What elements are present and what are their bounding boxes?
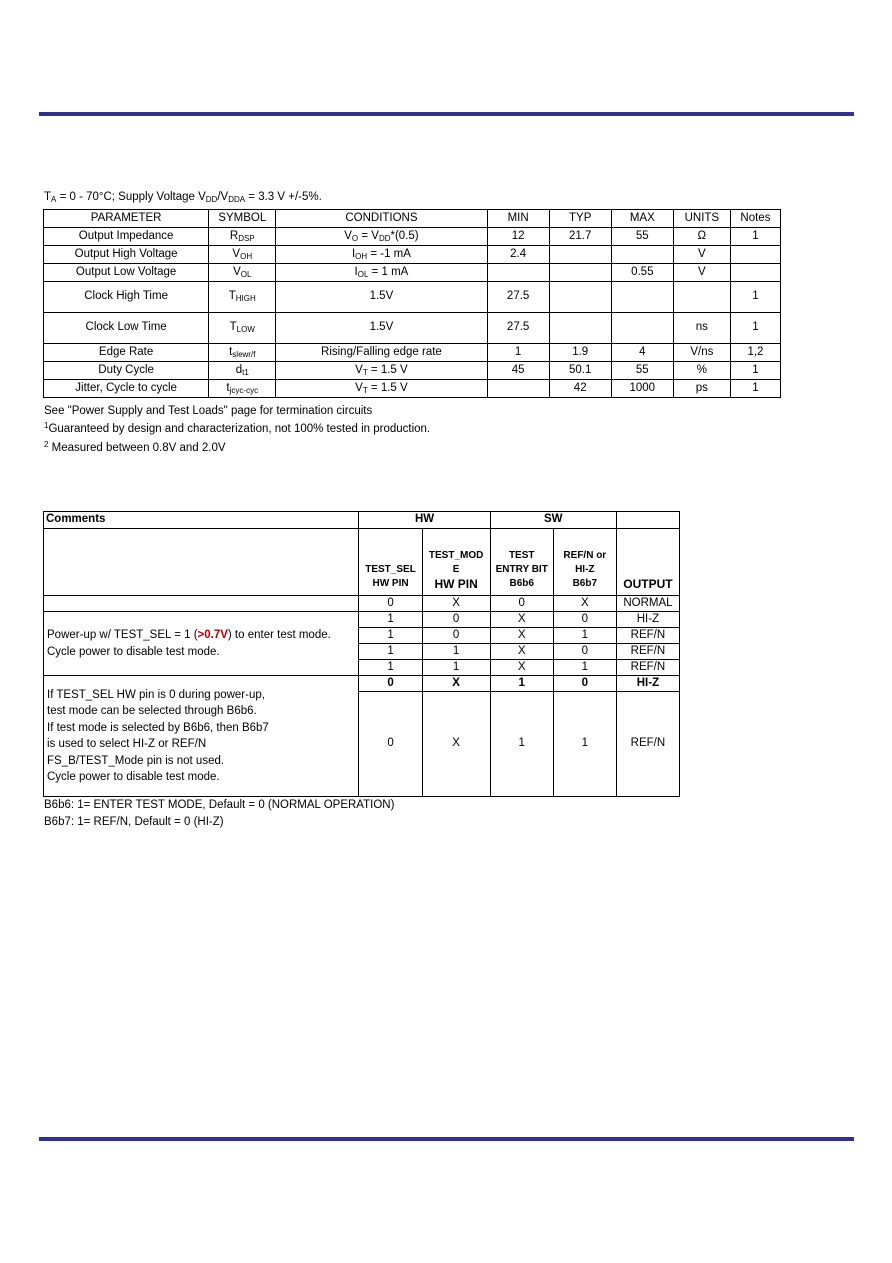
refn-hiz-header: REF/N or HI-Z B6b7	[553, 529, 616, 596]
cell: $V_T = 1.5$ V	[276, 380, 487, 398]
table-row	[44, 362, 781, 380]
spec-header-row	[44, 210, 781, 228]
cell: $V_T = 1.5$ V	[276, 362, 487, 380]
cell: V/ns	[673, 344, 730, 362]
cell: 0	[490, 596, 553, 612]
cell: HI-Z	[616, 676, 679, 692]
cell: X	[422, 692, 490, 797]
cell: X	[490, 660, 553, 676]
cell: 2.4	[487, 246, 549, 264]
cell: 1.9	[549, 344, 611, 362]
table-row	[44, 344, 781, 362]
table-row	[44, 612, 680, 628]
cell: 50.1	[549, 362, 611, 380]
cell: X	[490, 612, 553, 628]
cell: V	[673, 246, 730, 264]
cell: 0	[359, 692, 422, 797]
cell: 1	[730, 380, 780, 398]
electrical-characteristics-table	[43, 209, 781, 398]
cell: REF/N	[616, 692, 679, 797]
table-row	[44, 282, 781, 313]
cell: 1.5V	[276, 313, 487, 344]
cell	[549, 313, 611, 344]
column-header: SYMBOL	[209, 210, 276, 228]
note-2: $^2$ Measured between 0.8V and 2.0V	[44, 440, 226, 454]
cell: 55	[611, 228, 673, 246]
cell: 1	[730, 362, 780, 380]
hw-header: HW	[359, 512, 490, 529]
output-header: OUTPUT	[616, 529, 679, 596]
test-table-subheader-row	[44, 529, 680, 596]
cell: 0.55	[611, 264, 673, 282]
cell: 12	[487, 228, 549, 246]
cell	[673, 282, 730, 313]
cell: 1	[359, 660, 422, 676]
cell	[730, 246, 780, 264]
cell	[611, 282, 673, 313]
cell: 1	[490, 692, 553, 797]
table-row	[44, 596, 680, 612]
cell	[549, 282, 611, 313]
cell: Ω	[673, 228, 730, 246]
cell: 1	[422, 644, 490, 660]
comment-power-up: Power-up w/ TEST_SEL = 1 (>0.7V) to enter test mode. Cycle power to disable test mode.	[44, 612, 359, 676]
cell	[611, 313, 673, 344]
cell: 0	[553, 644, 616, 660]
cell: 1.5V	[276, 282, 487, 313]
header-rule	[39, 112, 854, 116]
cell: 0	[422, 628, 490, 644]
cell: 4	[611, 344, 673, 362]
cell	[549, 264, 611, 282]
comments-header: Comments	[44, 512, 359, 529]
column-header: CONDITIONS	[276, 210, 487, 228]
cell	[487, 380, 549, 398]
cell: 0	[553, 676, 616, 692]
cell: Clock High Time	[44, 282, 209, 313]
cell: $V_O = V_{DD}*(0.5)$	[276, 228, 487, 246]
cell	[730, 264, 780, 282]
cell: $I_{OH} = -1$ mA	[276, 246, 487, 264]
cell: 1	[422, 660, 490, 676]
column-header: Notes	[730, 210, 780, 228]
operating-conditions: $T_A = 0 - 70^\circ C$; Supply Voltage $V_{DD}/V_{DDA} = 3.3$ V +/-5%.	[44, 191, 322, 204]
test-sel-header: TEST_SEL HW PIN	[359, 529, 422, 596]
cell: 1	[359, 644, 422, 660]
cell: X	[490, 644, 553, 660]
cell: X	[490, 628, 553, 644]
cell: NORMAL	[616, 596, 679, 612]
column-header: TYP	[549, 210, 611, 228]
cell: 1000	[611, 380, 673, 398]
cell: X	[553, 596, 616, 612]
cell: Edge Rate	[44, 344, 209, 362]
cell: 1	[730, 228, 780, 246]
cell: 45	[487, 362, 549, 380]
cell: 1	[359, 612, 422, 628]
cell: $V_{OH}$	[209, 246, 276, 264]
cell: %	[673, 362, 730, 380]
cell: Output Impedance	[44, 228, 209, 246]
note-1: $^1$Guaranteed by design and characterization, not 100% tested in production.	[44, 421, 431, 435]
output-header-blank	[616, 512, 679, 529]
cell: 55	[611, 362, 673, 380]
cell: 42	[549, 380, 611, 398]
column-header: UNITS	[673, 210, 730, 228]
cell: $t_{jcyc-cyc}$	[209, 380, 276, 398]
cell: Output Low Voltage	[44, 264, 209, 282]
cell: Rising/Falling edge rate	[276, 344, 487, 362]
cell: $t_{slewr/f}$	[209, 344, 276, 362]
cell: $R_{DSP}$	[209, 228, 276, 246]
test-mode-header: TEST_MOD E HW PIN	[422, 529, 490, 596]
note-test-loads: See "Power Supply and Test Loads" page for termination circuits	[44, 405, 373, 417]
test-mode-table	[43, 511, 680, 797]
cell: 0	[359, 676, 422, 692]
cell	[611, 246, 673, 264]
cell: $V_{OL}$	[209, 264, 276, 282]
table-row	[44, 228, 781, 246]
cell: $I_{OL} = 1$ mA	[276, 264, 487, 282]
cell: 1	[359, 628, 422, 644]
cell: REF/N	[616, 644, 679, 660]
cell: $T_{HIGH}$	[209, 282, 276, 313]
b6b6-footnote: B6b6: 1= ENTER TEST MODE, Default = 0 (NORMAL OPERATION)	[44, 799, 395, 811]
column-header: PARAMETER	[44, 210, 209, 228]
cell: V	[673, 264, 730, 282]
table-row	[44, 380, 781, 398]
table-row	[44, 246, 781, 264]
cell: 1	[487, 344, 549, 362]
cell: 1	[553, 628, 616, 644]
cell: 27.5	[487, 313, 549, 344]
test-table-header-row	[44, 512, 680, 529]
cell	[487, 264, 549, 282]
cell: HI-Z	[616, 612, 679, 628]
cell: $T_{LOW}$	[209, 313, 276, 344]
footer-rule	[39, 1137, 854, 1141]
cell: 0	[359, 596, 422, 612]
cell: X	[422, 676, 490, 692]
cell: 1	[730, 282, 780, 313]
cell: X	[422, 596, 490, 612]
cell: 1	[730, 313, 780, 344]
table-row	[44, 676, 680, 692]
cell	[549, 246, 611, 264]
cell: Jitter, Cycle to cycle	[44, 380, 209, 398]
cell: Clock Low Time	[44, 313, 209, 344]
cell: 1	[553, 692, 616, 797]
table-row	[44, 264, 781, 282]
table-row	[44, 313, 781, 344]
comment-sw-test-mode: If TEST_SEL HW pin is 0 during power-up, test mode can be selected through B6b6. If test mode is selected by B6b6, then B6b7 is used to select HI-Z or REF/N FS_B/TEST_Mode pin is not used. Cycle power to disable test mode.	[44, 676, 359, 797]
cell: Duty Cycle	[44, 362, 209, 380]
cell: 1,2	[730, 344, 780, 362]
cell: $d_{t1}$	[209, 362, 276, 380]
cell: 1	[490, 676, 553, 692]
cell: REF/N	[616, 628, 679, 644]
row0-comment	[44, 596, 359, 612]
column-header: MIN	[487, 210, 549, 228]
cell: 27.5	[487, 282, 549, 313]
cell: ps	[673, 380, 730, 398]
cell: Output High Voltage	[44, 246, 209, 264]
cell: 0	[553, 612, 616, 628]
column-header: MAX	[611, 210, 673, 228]
cell: ns	[673, 313, 730, 344]
test-entry-bit-header: TEST ENTRY BIT B6b6	[490, 529, 553, 596]
cell: 21.7	[549, 228, 611, 246]
cell: 1	[553, 660, 616, 676]
subheader-blank	[44, 529, 359, 596]
b6b7-footnote: B6b7: 1= REF/N, Default = 0 (HI-Z)	[44, 816, 224, 828]
sw-header: SW	[490, 512, 616, 529]
cell: 0	[422, 612, 490, 628]
cell: REF/N	[616, 660, 679, 676]
